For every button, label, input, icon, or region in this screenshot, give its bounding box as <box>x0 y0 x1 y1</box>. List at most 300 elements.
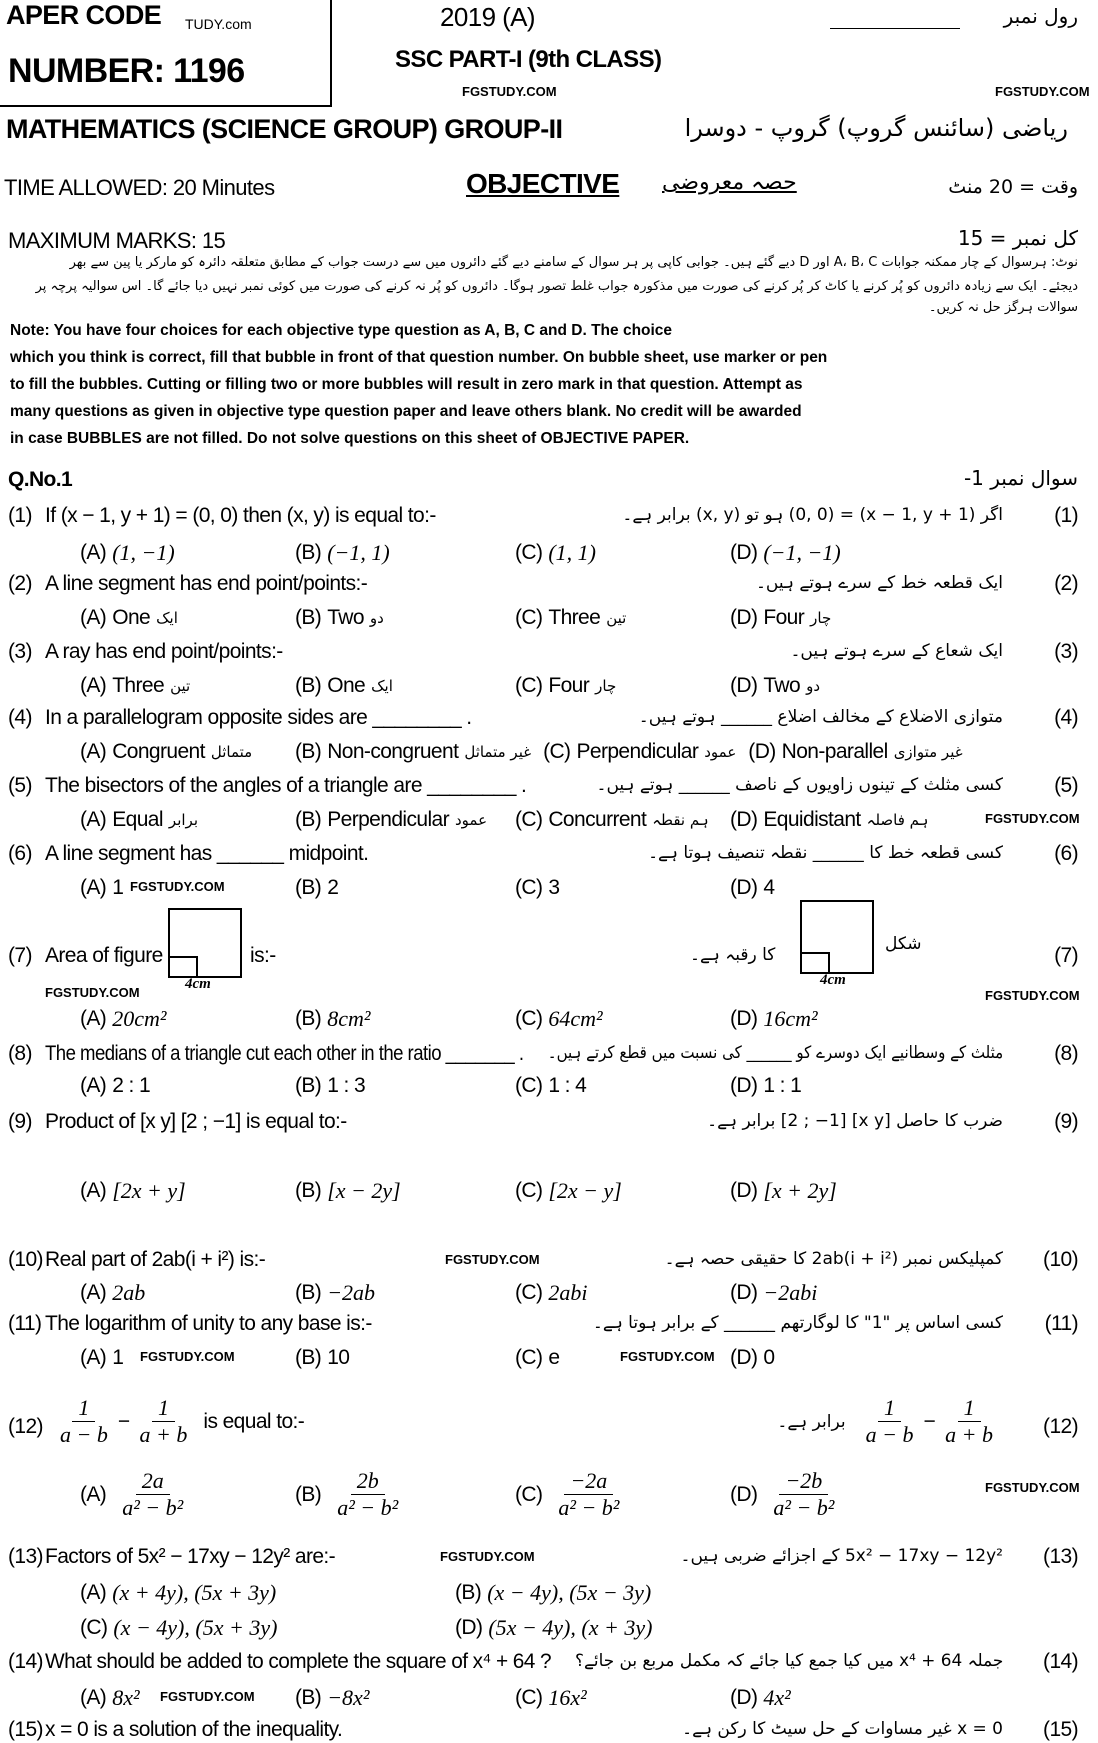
option-text: (x + 4y), (5x + 3y) <box>112 1580 277 1605</box>
numerator: 2b <box>351 1468 385 1495</box>
option-d <box>730 606 831 630</box>
numerator: −2b <box>779 1468 828 1495</box>
option-c <box>515 1006 603 1032</box>
option-label: (C) <box>515 1281 543 1304</box>
option-label: (A) <box>80 740 107 763</box>
option-text: One <box>112 606 151 629</box>
option-text-urdu: ہم نقطہ <box>652 811 709 829</box>
option-text: Perpendicular <box>576 740 699 763</box>
question-text-urdu: جملہ x⁴ + 64 میں کیا جمع کیا جائے کہ مکمل مربع بن جائے؟ <box>574 1651 1003 1671</box>
watermark: FGSTUDY.COM <box>985 1480 1080 1495</box>
option-label: (B) <box>295 808 322 831</box>
watermark: TUDY.com <box>185 16 252 32</box>
option-text: 10 <box>327 1346 350 1369</box>
option-c <box>543 740 736 764</box>
option-text-urdu: متماثل <box>210 743 253 761</box>
time-allowed-urdu: وقت = 20 منٹ <box>948 176 1078 198</box>
option-b <box>295 1006 370 1032</box>
option-label: (C) <box>515 1346 543 1369</box>
denominator: a² − b² <box>773 1495 835 1520</box>
option-a <box>80 1074 150 1098</box>
question-number-urdu-side: (13) <box>1043 1545 1078 1568</box>
option-d <box>730 808 928 832</box>
denominator: a − b <box>60 1422 108 1447</box>
option-label: (B) <box>295 1346 322 1369</box>
option-text: (x − 4y), (5x − 3y) <box>487 1580 652 1605</box>
question-number-urdu-side: (12) <box>1043 1415 1078 1438</box>
option-d <box>730 674 820 698</box>
option-label: (A) <box>80 1581 107 1604</box>
question-text-urdu: شکل <box>885 934 922 954</box>
option-b <box>455 1580 651 1606</box>
option-text: [2x − y] <box>548 1178 622 1203</box>
option-b <box>295 540 390 566</box>
option-label: (C) <box>515 1074 543 1097</box>
watermark: FGSTUDY.COM <box>985 988 1080 1003</box>
option-label: (A) <box>80 1074 107 1097</box>
option-c <box>515 808 709 832</box>
option-text: Concurrent <box>548 808 647 831</box>
option-label: (A) <box>80 1482 107 1506</box>
question-number-urdu-side: (8) <box>1054 1042 1078 1065</box>
question-number: (4) <box>8 706 32 729</box>
class-title: SSC PART-I (9th CLASS) <box>395 46 662 73</box>
question-number-urdu-side: (9) <box>1054 1110 1078 1133</box>
option-b <box>295 674 393 698</box>
question-number-urdu-side: (7) <box>1054 944 1078 967</box>
option-label: (A) <box>80 1346 107 1369</box>
option-label: (A) <box>80 1179 107 1202</box>
option-d <box>730 1346 774 1370</box>
option-label: (D) <box>730 541 758 564</box>
question-group-label-urdu: سوال نمبر 1- <box>963 466 1078 490</box>
option-label: (C) <box>543 740 571 763</box>
option-text: Non-congruent <box>327 740 459 763</box>
option-label: (A) <box>80 606 107 629</box>
option-d <box>730 1685 791 1711</box>
option-label: (A) <box>80 1686 107 1709</box>
question-text-urdu: ایک قطعہ خط کے سرے ہوتے ہیں۔ <box>755 573 1003 593</box>
option-b <box>295 876 338 900</box>
fraction <box>552 1468 625 1521</box>
option-d <box>748 740 962 764</box>
option-text: (−1, 1) <box>327 540 390 565</box>
option-c <box>515 1280 587 1306</box>
option-text: 8cm² <box>327 1006 371 1031</box>
denominator: a − b <box>865 1422 914 1447</box>
option-label: (C) <box>515 876 543 899</box>
max-marks-urdu: کل نمبر = 15 <box>957 226 1078 250</box>
option-c <box>515 674 616 698</box>
option-a <box>80 1468 193 1521</box>
option-text: (x − 4y), (5x + 3y) <box>113 1615 278 1640</box>
option-text-urdu: چار <box>810 609 832 627</box>
option-text-urdu: ایک <box>156 609 178 627</box>
option-b <box>295 740 531 764</box>
figure-label: 4cm <box>185 976 211 992</box>
option-text: Two <box>327 606 364 629</box>
option-a <box>80 674 190 698</box>
numerator: 1 <box>72 1395 95 1422</box>
watermark: FGSTUDY.COM <box>445 1252 540 1267</box>
numerator: 1 <box>958 1395 981 1422</box>
option-text: Four <box>763 606 805 629</box>
option-a <box>80 1346 123 1370</box>
option-a <box>80 606 178 630</box>
fraction <box>134 1395 194 1448</box>
question-text: In a parallelogram opposite sides are ________ . <box>45 706 472 729</box>
question-text: A line segment has end point/points:- <box>45 572 368 595</box>
option-label: (B) <box>295 674 322 697</box>
question-number: (9) <box>8 1110 32 1133</box>
option-text: Congruent <box>112 740 205 763</box>
time-allowed: TIME ALLOWED: 20 Minutes <box>4 175 275 200</box>
numerator: 2a <box>136 1468 170 1495</box>
question-text-urdu: برابر ہے۔ $\frac{1}{a - b}$ − $\frac{1}{a + b}$ <box>777 1395 1003 1448</box>
question-number-urdu-side: (10) <box>1043 1248 1078 1271</box>
option-label: (D) <box>730 1346 758 1369</box>
roll-no-line <box>830 28 960 29</box>
question-number-urdu-side: (1) <box>1054 504 1078 527</box>
option-text-urdu: غیر متماثل <box>464 743 532 761</box>
fraction <box>767 1468 840 1521</box>
question-text-urdu: متوازی الاضلاع کے مخالف اضلاع ______ ہوتے ہیں۔ <box>638 707 1003 727</box>
question-text: Real part of 2ab(i + i²) is:- <box>45 1248 266 1271</box>
inner-square <box>170 956 198 976</box>
question-text-urdu: x = 0 غیر مساوات کے حل سیٹ کا رکن ہے۔ <box>682 1719 1003 1739</box>
option-text: 1 : 1 <box>763 1074 802 1097</box>
watermark: FGSTUDY.COM <box>130 879 225 894</box>
instruction-line-urdu: نوٹ: ہرسوال کے چار ممکنہ جوابات A، B، C اور D دیے گئے ہیں۔ جوابی کاپی پر ہر سوال کے سامنے دیے گئے دائروں میں سے درست جواب کے مطابق متعلقہ دائرہ کو مارکر یا پین سے بھر <box>69 255 1078 270</box>
option-label: (A) <box>80 808 107 831</box>
option-text: −8x² <box>327 1685 370 1710</box>
option-label: (B) <box>295 1686 322 1709</box>
option-label: (B) <box>455 1581 482 1604</box>
option-label: (D) <box>730 1686 758 1709</box>
subject-title: MATHEMATICS (SCIENCE GROUP) GROUP-II <box>6 114 563 144</box>
option-b <box>295 808 487 832</box>
option-c <box>515 606 626 630</box>
option-text-urdu: دو <box>806 677 821 695</box>
option-label: (B) <box>295 1007 322 1030</box>
option-text: 4 <box>763 876 775 899</box>
option-b <box>295 1468 408 1521</box>
option-text: (1, −1) <box>112 540 175 565</box>
question-number: (10) <box>8 1248 43 1271</box>
option-text: 0 <box>763 1346 775 1369</box>
question-number: (6) <box>8 842 32 865</box>
question-text: The medians of a triangle cut each other in the ratio _______ . <box>45 1042 524 1065</box>
option-label: (B) <box>295 1074 322 1097</box>
option-d <box>730 876 774 900</box>
question-text: x = 0 is a solution of the inequality. <box>45 1718 343 1741</box>
subject-title-urdu: ریاضی (سائنس گروپ) گروپ - دوسرا <box>684 114 1068 142</box>
option-c <box>515 1685 587 1711</box>
question-number-urdu-side: (6) <box>1054 842 1078 865</box>
option-text: One <box>327 674 366 697</box>
paper-code-label: APER CODE <box>6 0 162 30</box>
option-label: (D) <box>730 1281 758 1304</box>
option-text: (1, 1) <box>548 540 597 565</box>
option-text-urdu: غیر متوازی <box>893 743 963 761</box>
denominator: a² − b² <box>122 1495 184 1520</box>
option-text-urdu: تین <box>606 609 627 627</box>
question-text: Factors of 5x² − 17xy − 12y² are:- <box>45 1545 336 1568</box>
question-number: (8) <box>8 1042 32 1065</box>
numerator: 1 <box>152 1395 175 1422</box>
option-label: (D) <box>730 808 758 831</box>
question-text-urdu: 5x² − 17xy − 12y² کے اجزائے ضربی ہیں۔ <box>680 1546 1003 1566</box>
option-label: (B) <box>295 1482 322 1506</box>
option-label: (D) <box>730 876 758 899</box>
option-label: (A) <box>80 674 107 697</box>
instruction-line-urdu: دیجئے۔ ایک سے زیادہ دائروں کو پُر کرنے یا کاٹ کر پُر کرنے کی صورت میں مذکورہ جواب غلط تصور ہوگا۔ دائروں کو پُر نہ کرنے کی صورت میں کوئی نمبر نہیں دیا جائے گا۔ اس سوالیہ پرچہ پر <box>35 279 1078 294</box>
option-text: [2x + y] <box>112 1178 186 1203</box>
option-label: (C) <box>515 541 543 564</box>
question-number-urdu-side: (5) <box>1054 774 1078 797</box>
instruction-line: which you think is correct, fill that bubble in front of that question number. On bubble sheet, use marker or pen <box>10 349 828 366</box>
option-label: (B) <box>295 606 322 629</box>
option-label: (D) <box>455 1616 483 1639</box>
option-text: Three <box>548 606 601 629</box>
option-d <box>730 1074 801 1098</box>
question-text-urdu: ضرب کا حاصل [x y] [2 ; −1] برابر ہے۔ <box>707 1111 1003 1131</box>
option-text: Three <box>112 674 165 697</box>
question-number-urdu-side: (2) <box>1054 572 1078 595</box>
question-number: (12) <box>8 1415 43 1438</box>
option-text: 1 <box>112 876 124 899</box>
option-label: (A) <box>80 1281 107 1304</box>
option-a <box>80 540 175 566</box>
instruction-line: many questions as given in objective type question paper and leave others blank. No credit will be awarded <box>10 403 802 420</box>
option-b <box>295 1178 401 1204</box>
question-number: (11) <box>8 1312 42 1335</box>
option-b <box>295 1280 375 1306</box>
option-text-urdu: عمود <box>704 743 737 761</box>
question-text: $\frac{1}{a - b}$ − $\frac{1}{a + b}$ is equal to:- <box>50 1395 304 1448</box>
option-text: 2 : 1 <box>112 1074 151 1097</box>
watermark: FGSTUDY.COM <box>45 985 140 1000</box>
option-label: (D) <box>730 1007 758 1030</box>
question-text: is:- <box>250 944 276 967</box>
option-text-urdu: دو <box>369 609 384 627</box>
option-label: (C) <box>515 1007 543 1030</box>
option-d <box>730 540 841 566</box>
option-c <box>515 540 596 566</box>
option-b <box>295 1074 365 1098</box>
option-label: (C) <box>515 606 543 629</box>
option-text: −2ab <box>327 1280 376 1305</box>
question-text-urdu: کسی اساس پر "1" کا لوگارتھم ______ کے برابر ہوتا ہے۔ <box>592 1313 1003 1333</box>
option-label: (B) <box>295 1281 322 1304</box>
square-figure <box>168 908 242 978</box>
option-label: (A) <box>80 1007 107 1030</box>
question-number: (14) <box>8 1650 43 1673</box>
question-text: A line segment has ______ midpoint. <box>45 842 369 865</box>
fraction <box>939 1395 999 1448</box>
question-text-urdu: کا رقبہ ہے۔ <box>690 945 776 965</box>
option-text: 3 <box>548 876 560 899</box>
question-text: Product of [x y] [2 ; −1] is equal to:- <box>45 1110 347 1133</box>
denominator: a + b <box>139 1422 188 1447</box>
instruction-line: to fill the bubbles. Cutting or filling two or more bubbles will result in zero mark in that question. Attempt as <box>10 376 803 393</box>
question-label-urdu: برابر ہے۔ <box>777 1412 846 1432</box>
question-number: (3) <box>8 640 32 663</box>
option-text: 1 : 4 <box>548 1074 587 1097</box>
question-number-urdu-side: (14) <box>1043 1650 1078 1673</box>
option-text-urdu: برابر <box>168 811 198 829</box>
option-text-urdu: چار <box>595 677 617 695</box>
question-number-urdu-side: (3) <box>1054 640 1078 663</box>
instruction-line: in case BUBBLES are not filled. Do not solve questions on this sheet of OBJECTIVE PAPER. <box>10 430 690 447</box>
inner-square <box>802 952 830 972</box>
option-a <box>80 1006 166 1032</box>
option-text: 16x² <box>548 1685 587 1710</box>
option-text: 8x² <box>112 1685 140 1710</box>
option-b <box>295 1346 349 1370</box>
option-text: Equal <box>112 808 163 831</box>
option-text: [x − 2y] <box>327 1178 401 1203</box>
fraction <box>54 1395 114 1448</box>
question-text-urdu: مثلث کے وسطانیے ایک دوسرے کو ______ کی نسبت میں قطع کرتے ہیں۔ <box>547 1043 1003 1063</box>
option-a <box>80 1178 186 1204</box>
option-label: (D) <box>730 674 758 697</box>
question-number: (13) <box>8 1545 43 1568</box>
option-text: 64cm² <box>548 1006 603 1031</box>
option-a <box>80 1580 276 1606</box>
fraction <box>116 1468 189 1521</box>
option-a <box>80 740 252 764</box>
option-text: 2ab <box>112 1280 146 1305</box>
option-a <box>80 876 123 900</box>
instruction-line: Note: You have four choices for each objective type question as A, B, C and D. The choice <box>10 322 673 339</box>
option-a <box>80 1280 145 1306</box>
option-label: (A) <box>80 876 107 899</box>
denominator: a² − b² <box>337 1495 399 1520</box>
roll-no-label: رول نمبر <box>1003 4 1078 28</box>
question-text-urdu: کسی مثلث کے تینوں زاویوں کے ناصف ______ ہوتے ہیں۔ <box>596 775 1003 795</box>
option-c <box>80 1615 277 1641</box>
question-text-urdu: کمپلیکس نمبر 2ab(i + i²) کا حقیقی حصہ ہے۔ <box>664 1249 1003 1269</box>
option-text: 2abi <box>548 1280 588 1305</box>
option-c <box>515 1178 622 1204</box>
option-text: Perpendicular <box>327 808 449 831</box>
option-text: (5x − 4y), (x + 3y) <box>488 1615 653 1640</box>
question-number: (15) <box>8 1718 43 1741</box>
option-text: e <box>548 1346 560 1369</box>
option-label: (C) <box>515 808 543 831</box>
option-text: Two <box>763 674 801 697</box>
question-label: is equal to:- <box>203 1409 305 1433</box>
option-label: (D) <box>730 1179 758 1202</box>
option-d <box>730 1468 844 1521</box>
section-title-urdu: حصہ معروضی <box>662 170 797 195</box>
option-label: (C) <box>515 1179 543 1202</box>
instruction-line-urdu: سوالات ہرگز حل نہ کریں۔ <box>928 300 1078 315</box>
option-label: (C) <box>515 1686 543 1709</box>
option-c <box>515 1074 586 1098</box>
fraction <box>331 1468 404 1521</box>
option-label: (C) <box>515 674 543 697</box>
watermark: FGSTUDY.COM <box>140 1349 235 1364</box>
option-c <box>515 1468 629 1521</box>
question-text-urdu: ایک شعاع کے سرے ہوتے ہیں۔ <box>790 641 1003 661</box>
question-number-urdu-side: (15) <box>1043 1718 1078 1741</box>
option-label: (D) <box>730 1482 758 1506</box>
option-text-urdu: ایک <box>371 677 393 695</box>
year: 2019 (A) <box>440 2 535 32</box>
question-number-urdu-side: (11) <box>1044 1312 1078 1335</box>
question-number: (7) <box>8 944 32 967</box>
question-text: If (x − 1, y + 1) = (0, 0) then (x, y) is equal to:- <box>45 504 436 527</box>
figure-label: 4cm <box>820 972 846 988</box>
option-d <box>730 1178 837 1204</box>
watermark: FGSTUDY.COM <box>160 1689 255 1704</box>
option-text-urdu: عمود <box>454 811 488 829</box>
watermark: FGSTUDY.COM <box>620 1349 715 1364</box>
option-text: Equidistant <box>763 808 861 831</box>
option-label: (B) <box>295 1179 322 1202</box>
denominator: a + b <box>945 1422 993 1447</box>
option-text: 2 <box>327 876 339 899</box>
question-text-urdu: کسی قطعہ خط کا ______ نقطہ تنصیف ہوتا ہے۔ <box>648 843 1003 863</box>
question-number: (1) <box>8 504 32 527</box>
option-text: −2abi <box>763 1280 818 1305</box>
question-text: The logarithm of unity to any base is:- <box>45 1312 372 1335</box>
option-text-urdu: تین <box>170 677 191 695</box>
option-text: 1 <box>112 1346 124 1369</box>
option-text: 20cm² <box>112 1006 167 1031</box>
option-label: (B) <box>295 876 322 899</box>
option-label: (D) <box>730 606 758 629</box>
option-a <box>80 1685 140 1711</box>
option-label: (D) <box>748 740 776 763</box>
option-label: (B) <box>295 541 322 564</box>
option-d <box>730 1006 818 1032</box>
option-a <box>80 808 198 832</box>
option-d <box>730 1280 817 1306</box>
option-text: Non-parallel <box>781 740 888 763</box>
option-b <box>295 1685 369 1711</box>
question-text: Area of figure <box>45 944 163 967</box>
watermark: FGSTUDY.COM <box>985 811 1080 826</box>
option-b <box>295 606 384 630</box>
option-label: (C) <box>515 1482 543 1506</box>
option-text: [x + 2y] <box>763 1178 837 1203</box>
option-text: (−1, −1) <box>763 540 841 565</box>
option-d <box>455 1615 652 1641</box>
option-text: Four <box>548 674 590 697</box>
watermark: FGSTUDY.COM <box>440 1549 535 1564</box>
question-group-label: Q.No.1 <box>8 468 73 491</box>
option-label: (C) <box>80 1616 108 1639</box>
denominator: a² − b² <box>558 1495 620 1520</box>
numerator: 1 <box>878 1395 901 1422</box>
option-label: (B) <box>295 740 322 763</box>
option-text-urdu: ہم فاصلہ <box>866 811 929 829</box>
square-figure-urdu <box>800 900 874 974</box>
option-c <box>515 876 559 900</box>
question-text-urdu: اگر (x − 1, y + 1) = (0, 0) ہو تو (x, y) برابر ہے۔ <box>622 505 1003 525</box>
section-title: OBJECTIVE <box>466 168 620 199</box>
option-label: (A) <box>80 541 107 564</box>
option-label: (D) <box>730 1074 758 1097</box>
paper-number: NUMBER: 1196 <box>8 52 245 90</box>
question-number: (2) <box>8 572 32 595</box>
option-text: 16cm² <box>763 1006 818 1031</box>
option-text: 4x² <box>763 1685 791 1710</box>
option-text: 1 : 3 <box>327 1074 366 1097</box>
